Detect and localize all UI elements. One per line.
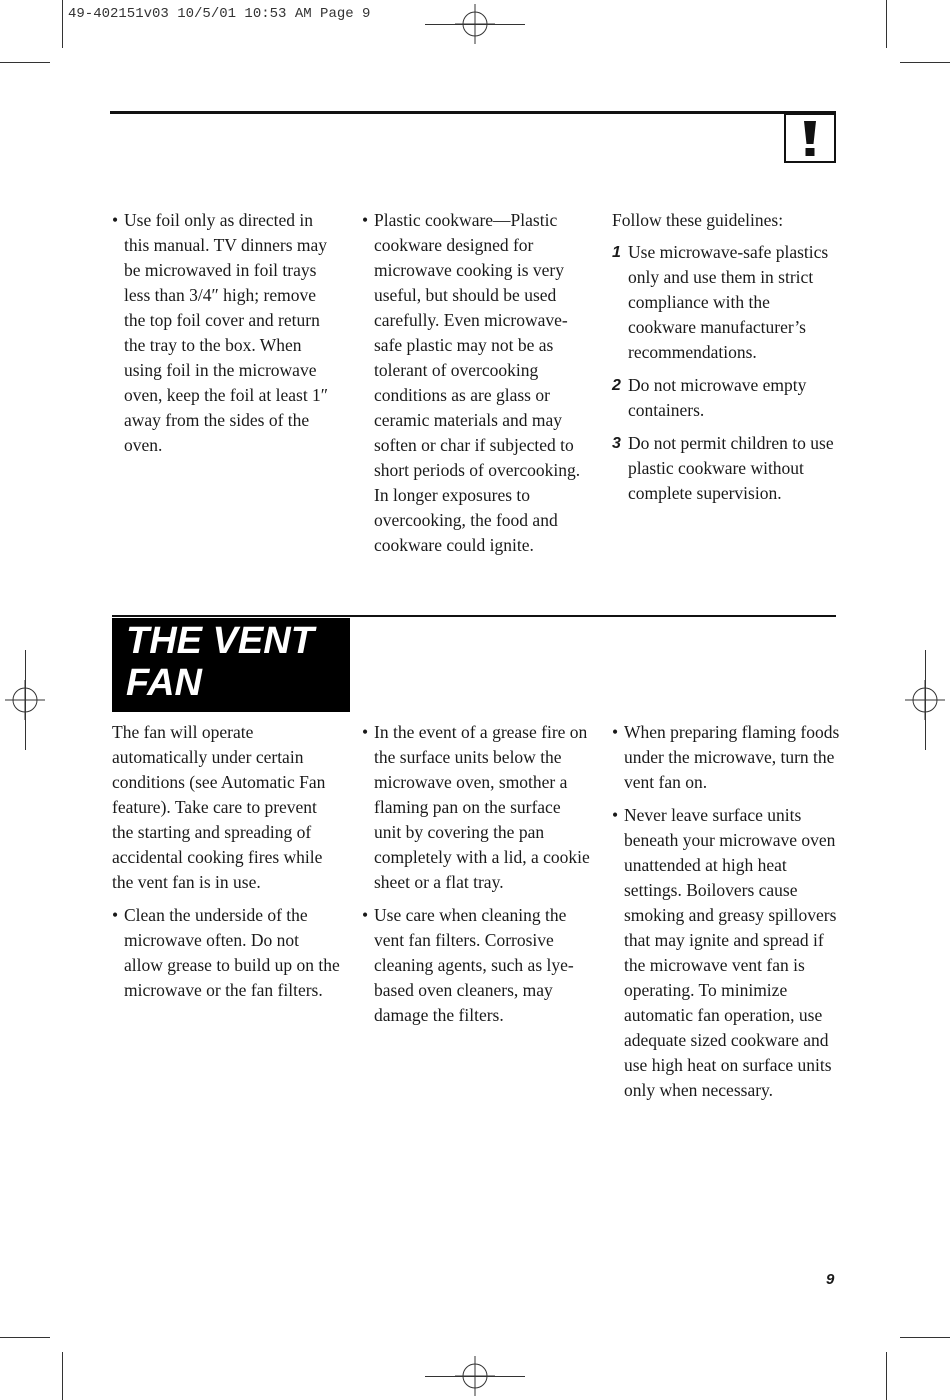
registration-line bbox=[425, 1376, 525, 1377]
crop-mark bbox=[62, 1352, 63, 1400]
bullet-icon: • bbox=[112, 905, 119, 925]
crop-mark bbox=[0, 62, 50, 63]
step-number: 2 bbox=[612, 377, 621, 394]
registration-line bbox=[425, 24, 525, 25]
plastic-cookware-text: Plastic cookware—Plastic cookware designed for microwave cooking is very useful, but should be used carefully. Even microwave-safe plastic may not be as tolerant of overcooking conditions as are glass or ceramic materials and may soften or char if subjected to short periods of overcooking. In longer exposures to overcooking, the food and cookware could ignite. bbox=[374, 210, 581, 555]
step-text: Use microwave-safe plastics only and use them in strict compliance with the cookware manufacturer’s recommendations. bbox=[628, 242, 829, 362]
bullet-icon: • bbox=[112, 210, 119, 230]
list-item bbox=[362, 720, 592, 895]
step-number: 3 bbox=[612, 435, 621, 452]
filter-cleaning-text: Use care when cleaning the vent fan filters. Corrosive cleaning agents, such as lye-based oven cleaners, may damage the filters. bbox=[374, 905, 574, 1025]
warning-box bbox=[784, 113, 836, 163]
registration-line bbox=[25, 650, 26, 750]
vent-fan-intro: The fan will operate automatically under certain conditions (see Automatic Fan feature). Take care to prevent the starting and spreading of accidental cooking fires while the vent fan is in use. bbox=[112, 722, 326, 892]
plastic-cookware-column bbox=[362, 208, 590, 558]
bullet-icon: • bbox=[362, 905, 369, 925]
registration-line bbox=[925, 650, 926, 750]
step-text: Do not microwave empty containers. bbox=[628, 375, 807, 420]
guidelines-column bbox=[612, 208, 838, 514]
guidelines-list bbox=[612, 240, 838, 506]
crop-mark bbox=[0, 1337, 50, 1338]
grease-fire-text: In the event of a grease fire on the surface units below the microwave oven, smother a flaming pan on the surface unit by covering the pan completely with a lid, a cookie sheet or a flat tray. bbox=[374, 722, 590, 892]
crop-mark bbox=[900, 62, 950, 63]
guidelines-intro: Follow these guidelines: bbox=[612, 210, 784, 230]
vent-fan-intro-column bbox=[112, 720, 340, 1003]
section-heading bbox=[112, 618, 350, 712]
section-rule bbox=[112, 615, 836, 617]
list-item bbox=[612, 373, 838, 423]
heading-line-1: THE VENT bbox=[126, 620, 314, 662]
crop-mark bbox=[900, 1337, 950, 1338]
list-item bbox=[362, 208, 590, 558]
crop-mark bbox=[886, 0, 887, 48]
crop-mark bbox=[62, 0, 63, 48]
clean-underside-text: Clean the underside of the microwave often. Do not allow grease to build up on the microwave or the fan filters. bbox=[124, 905, 340, 1000]
flaming-foods-column bbox=[612, 720, 840, 1103]
bullet-icon: • bbox=[362, 210, 369, 230]
list-item bbox=[612, 720, 840, 795]
exclamation-icon bbox=[786, 115, 834, 161]
heading-line-2: FAN bbox=[126, 662, 202, 704]
step-text: Do not permit children to use plastic cookware without complete supervision. bbox=[628, 433, 834, 503]
list-item bbox=[612, 240, 838, 365]
step-number: 1 bbox=[612, 244, 621, 261]
list-item bbox=[612, 803, 840, 1103]
crop-mark bbox=[886, 1352, 887, 1400]
top-rule bbox=[110, 111, 836, 114]
printer-slug: 49-402151v03 10/5/01 10:53 AM Page 9 bbox=[68, 6, 371, 22]
list-item bbox=[112, 903, 340, 1003]
grease-fire-column bbox=[362, 720, 592, 1028]
bullet-icon: • bbox=[612, 722, 619, 742]
list-item bbox=[112, 208, 337, 458]
bullet-icon: • bbox=[362, 722, 369, 742]
page-number: 9 bbox=[826, 1271, 835, 1288]
list-item bbox=[362, 903, 592, 1028]
flaming-foods-text: When preparing flaming foods under the microwave, turn the vent fan on. bbox=[624, 722, 840, 792]
unattended-units-text: Never leave surface units beneath your microwave oven unattended at high heat settings. Boilovers cause smoking and greasy spillovers that may ignite and spread if the microwave vent fan is operating. To minimize automatic fan operation, use adequate sized cookware and use high heat on surface units only when necessary. bbox=[624, 805, 837, 1100]
bullet-icon: • bbox=[612, 805, 619, 825]
foil-guideline-text: Use foil only as directed in this manual. TV dinners may be microwaved in foil trays less than 3/4″ high; remove the top foil cover and return the tray to the box. When using foil in the microwave oven, keep the foil at least 1″ away from the sides of the oven. bbox=[124, 210, 329, 455]
foil-column bbox=[112, 208, 337, 458]
list-item bbox=[612, 431, 838, 506]
